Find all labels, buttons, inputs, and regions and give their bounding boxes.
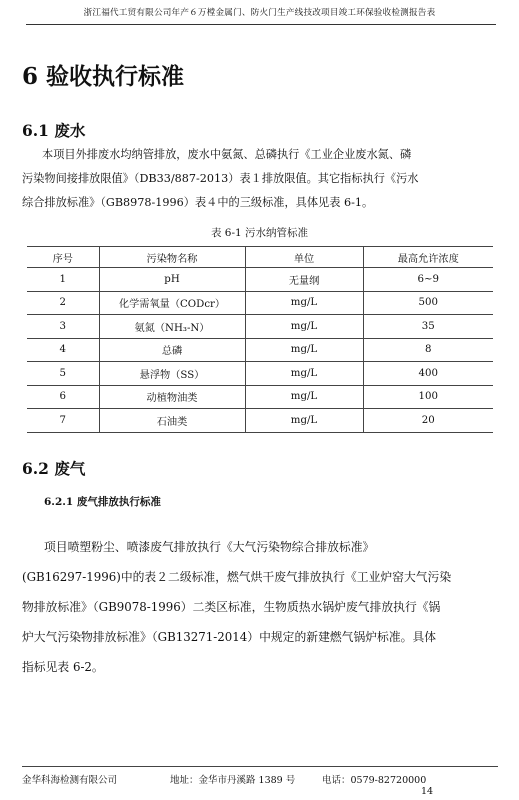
cell-index: 7	[27, 409, 99, 433]
header-divider	[26, 24, 496, 25]
cell-pollutant: pH	[99, 268, 245, 292]
exhaust-paragraph-line-3: 物排放标准》（GB9078-1996）二类区标准，生物质热水锅炉废气排放执行《锅	[22, 600, 441, 614]
table-row	[27, 315, 493, 339]
header-cell-unit: 单位	[245, 247, 363, 268]
wastewater-heading: 6.1 废水	[22, 121, 86, 140]
exhaust-paragraph-line-5: 指标见表 6-2。	[22, 660, 104, 674]
page-number: 14	[421, 786, 434, 797]
footer-phone: 电话：0579-82720000	[322, 775, 427, 786]
section-title: 6 验收执行标准	[22, 63, 185, 90]
cell-limit: 100	[363, 385, 493, 409]
cell-unit: mg/L	[245, 385, 363, 409]
wastewater-paragraph-line-3: 综合排放标准》（GB8978-1996）表４中的三级标准，具体见表 6-1。	[22, 196, 374, 209]
exhaust-subheading: 6.2.1 废气排放执行标准	[44, 496, 161, 508]
exhaust-paragraph-line-1: 项目喷塑粉尘、喷漆废气排放执行《大气污染物综合排放标准》	[44, 540, 375, 554]
cell-limit: 35	[363, 315, 493, 339]
cell-index: 2	[27, 291, 99, 315]
cell-index: 6	[27, 385, 99, 409]
footer-divider	[22, 766, 498, 767]
cell-unit: 无量纲	[245, 268, 363, 292]
wastewater-paragraph-line-1: 本项目外排废水均纳管排放，废水中氨氮、总磷执行《工业企业废水氮、磷	[42, 148, 412, 161]
header-cell-limit: 最高允许浓度	[363, 247, 493, 268]
table-row	[27, 291, 493, 315]
cell-index: 4	[27, 338, 99, 362]
cell-limit: 20	[363, 409, 493, 433]
table-row	[27, 385, 493, 409]
cell-unit: mg/L	[245, 338, 363, 362]
report-header-title: 浙江福代工贸有限公司年产６万樘金属门、防火门生产线技改项目竣工环保验收检测报告表	[83, 8, 436, 18]
cell-pollutant: 氨氮（NH₃-N）	[99, 315, 245, 339]
table-row	[27, 362, 493, 386]
footer-company: 金华科海检测有限公司	[22, 775, 118, 786]
cell-limit: 6~9	[363, 268, 493, 292]
footer-address: 地址：金华市丹溪路 1389 号	[170, 775, 296, 786]
exhaust-heading: 6.2 废气	[22, 459, 86, 478]
exhaust-paragraph-line-2: (GB16297-1996)中的表２二级标准，燃气烘干废气排放执行《工业炉窑大气污染	[22, 570, 452, 584]
wastewater-standards-table	[27, 246, 493, 433]
cell-index: 1	[27, 268, 99, 292]
cell-limit: 8	[363, 338, 493, 362]
cell-limit: 500	[363, 291, 493, 315]
cell-pollutant: 总磷	[99, 338, 245, 362]
cell-index: 3	[27, 315, 99, 339]
cell-unit: mg/L	[245, 409, 363, 433]
table-caption: 表 6-1 污水纳管标准	[210, 227, 309, 239]
cell-pollutant: 化学需氧量（CODcr）	[99, 291, 245, 315]
cell-unit: mg/L	[245, 291, 363, 315]
cell-unit: mg/L	[245, 315, 363, 339]
cell-pollutant: 动植物油类	[99, 385, 245, 409]
header-cell-pollutant: 污染物名称	[99, 247, 245, 268]
table-header-row	[27, 247, 493, 268]
cell-unit: mg/L	[245, 362, 363, 386]
table-row	[27, 409, 493, 433]
wastewater-paragraph-line-2: 污染物间接排放限值》（DB33/887-2013）表１排放限值。其它指标执行《污水	[22, 172, 419, 185]
table-row	[27, 268, 493, 292]
exhaust-paragraph-line-4: 炉大气污染物排放标准》（GB13271-2014）中规定的新建燃气锅炉标准。具体	[22, 630, 437, 644]
table-row	[27, 338, 493, 362]
cell-index: 5	[27, 362, 99, 386]
cell-pollutant: 石油类	[99, 409, 245, 433]
cell-pollutant: 悬浮物（SS）	[99, 362, 245, 386]
header-cell-index: 序号	[27, 247, 99, 268]
cell-limit: 400	[363, 362, 493, 386]
